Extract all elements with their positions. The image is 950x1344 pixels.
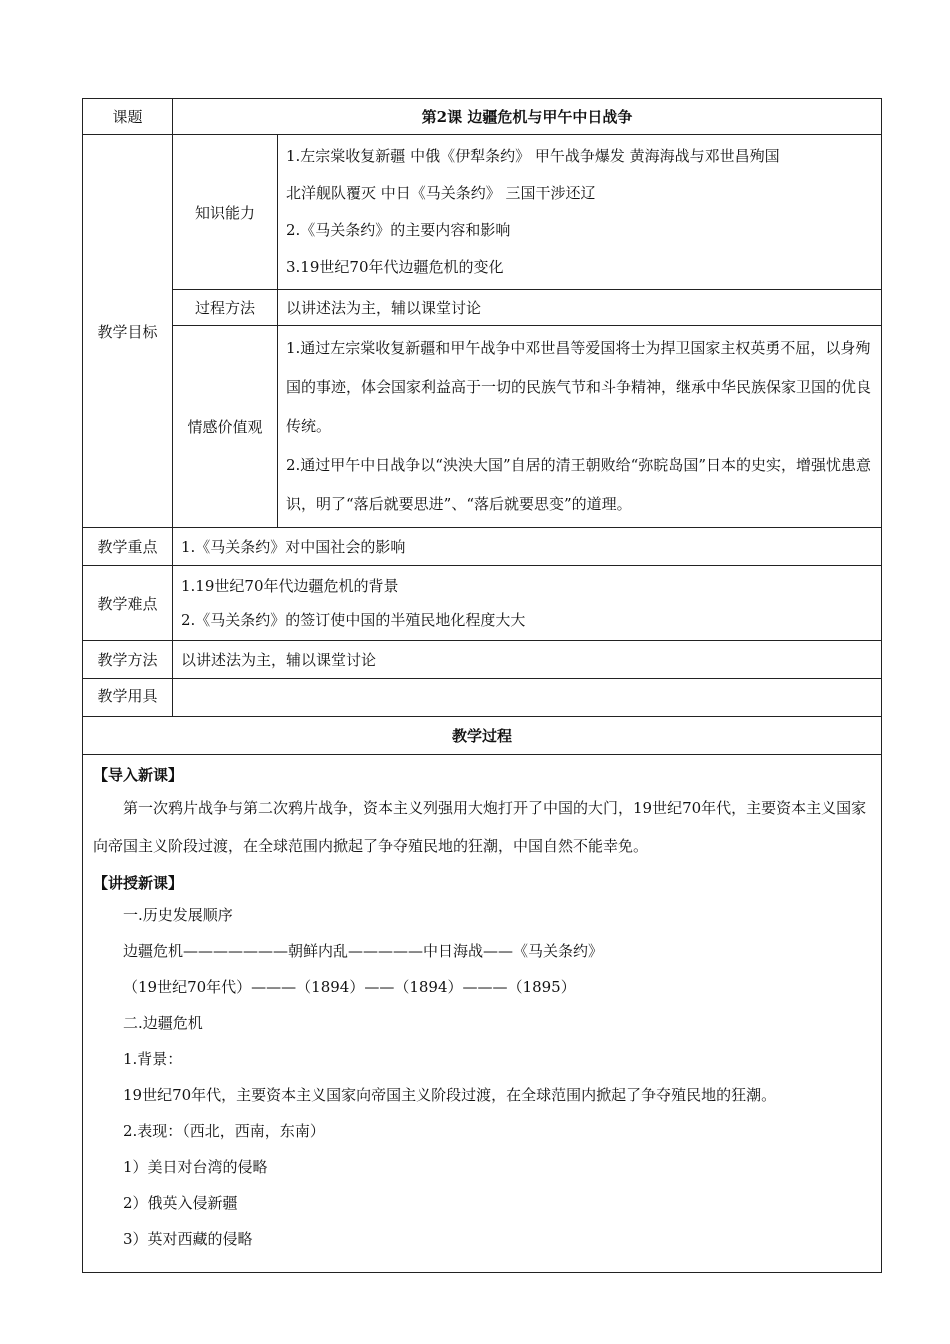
tools-row xyxy=(83,679,882,717)
emotion-content xyxy=(278,326,882,528)
process-title-row xyxy=(83,717,882,755)
method-content: 以讲述法为主，辅以课堂讨论 xyxy=(173,641,882,679)
process-body-row xyxy=(83,755,882,1273)
lecture-heading: 【讲授新课】 xyxy=(93,874,184,892)
intro-heading: 【导入新课】 xyxy=(93,766,184,784)
method-row xyxy=(83,641,882,679)
knowledge-line: 1.左宗棠收复新疆 中俄《伊犁条约》 甲午战争爆发 黄海海战与邓世昌殉国 xyxy=(286,147,780,165)
lesson-plan-table xyxy=(82,98,882,1273)
process-content: 以讲述法为主，辅以课堂讨论 xyxy=(278,290,882,326)
difficulty-line: 2.《马关条约》的签订使中国的半殖民地化程度大大 xyxy=(181,611,526,629)
lecture-line: 二.边疆危机 xyxy=(123,1014,203,1032)
lesson-plan-document xyxy=(82,98,881,1273)
emotion-paragraph: 1.通过左宗棠收复新疆和甲午战争中邓世昌等爱国将士为捍卫国家主权英勇不屈，以身殉国的事迹，体会国家利益高于一切的民族气节和斗争精神，继承中华民族保家卫国的优良传统。 xyxy=(286,339,872,435)
difficulties-row xyxy=(83,566,882,641)
process-label: 过程方法 xyxy=(173,290,278,326)
lecture-line: 1.背景： xyxy=(123,1050,183,1068)
topic-title: 第2课 边疆危机与甲午中日战争 xyxy=(173,99,882,135)
lecture-line: 19世纪70年代，主要资本主义国家向帝国主义阶段过渡，在全球范围内掀起了争夺殖民地的狂潮。 xyxy=(123,1086,777,1104)
knowledge-line: 2.《马关条约》的主要内容和影响 xyxy=(286,221,511,239)
knowledge-line: 3.19世纪70年代边疆危机的变化 xyxy=(286,258,504,276)
lecture-line: 边疆危机———————朝鲜内乱—————中日海战——《马关条约》 xyxy=(123,942,604,960)
lecture-line: 3）英对西藏的侵略 xyxy=(123,1230,253,1248)
lecture-line: 1）美日对台湾的侵略 xyxy=(123,1158,268,1176)
lecture-line: 2）俄英入侵新疆 xyxy=(123,1194,238,1212)
difficulties-content xyxy=(173,566,882,641)
lecture-line: （19世纪70年代）———（1894）——（1894）———（1895） xyxy=(123,978,576,996)
difficulties-label: 教学难点 xyxy=(83,566,173,641)
emotion-row xyxy=(83,326,882,528)
tools-content xyxy=(173,679,882,717)
topic-label: 课题 xyxy=(83,99,173,135)
knowledge-row xyxy=(83,135,882,290)
difficulty-line: 1.19世纪70年代边疆危机的背景 xyxy=(181,577,399,595)
lecture-line: 一.历史发展顺序 xyxy=(123,906,233,924)
knowledge-label: 知识能力 xyxy=(173,135,278,290)
process-body xyxy=(83,755,882,1273)
tools-label: 教学用具 xyxy=(83,679,173,717)
emotion-paragraph: 2.通过甲午中日战争以“泱泱大国”自居的清王朝败给“弥睆岛国”日本的史实，增强忧患意识，明了“落后就要思进”、“落后就要思变”的道理。 xyxy=(286,456,871,513)
topic-row xyxy=(83,99,882,135)
method-label: 教学方法 xyxy=(83,641,173,679)
knowledge-content xyxy=(278,135,882,290)
emotion-label: 情感价值观 xyxy=(173,326,278,528)
process-section-title: 教学过程 xyxy=(83,717,882,755)
key-points-content: 1.《马关条约》对中国社会的影响 xyxy=(173,528,882,566)
intro-paragraph: 第一次鸦片战争与第二次鸦片战争，资本主义列强用大炮打开了中国的大门，19世纪70年代，主要资本主义国家向帝国主义阶段过渡，在全球范围内掀起了争夺殖民地的狂潮，中国自然不能幸免。 xyxy=(93,799,867,855)
objectives-label: 教学目标 xyxy=(83,135,173,528)
key-points-row xyxy=(83,528,882,566)
lecture-line: 2.表现：（西北，西南，东南） xyxy=(123,1122,325,1140)
knowledge-line: 北洋舰队覆灭 中日《马关条约》 三国干涉还辽 xyxy=(286,184,596,202)
process-row xyxy=(83,290,882,326)
key-points-label: 教学重点 xyxy=(83,528,173,566)
